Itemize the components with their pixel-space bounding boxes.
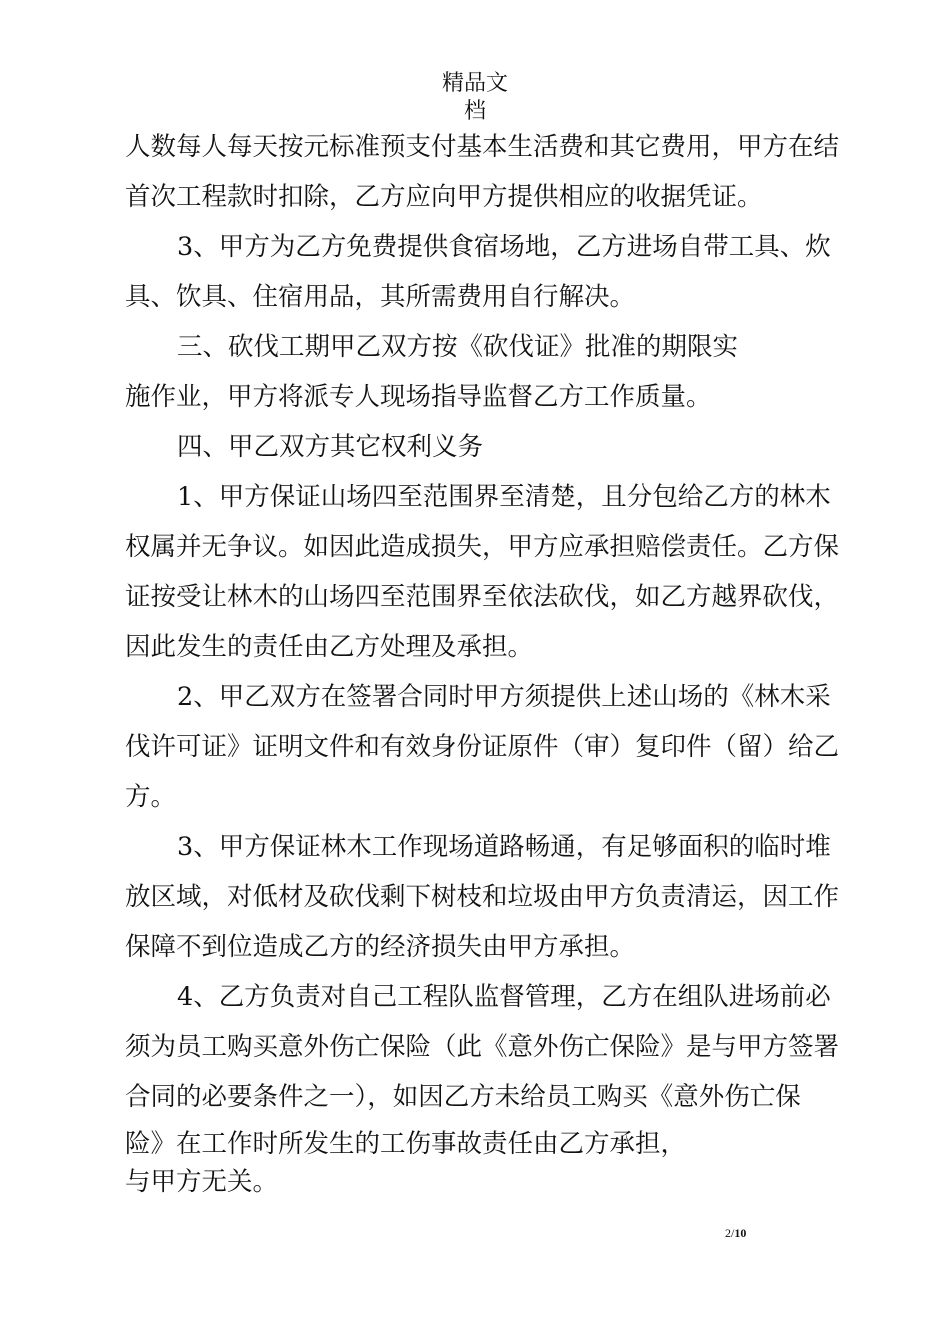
page-number: [725, 1226, 746, 1241]
text-line: 伐许可证》证明文件和有效身份证原件（审）复印件（留）给乙: [125, 732, 840, 762]
text-line: 1、甲方保证山场四至范围界至清楚，且分包给乙方的林木: [177, 482, 831, 512]
text-line: 施作业，甲方将派专人现场指导监督乙方工作质量。: [125, 382, 712, 412]
text-line: 与甲方无关。: [125, 1167, 279, 1197]
header-title-line1: 精品文: [441, 71, 508, 96]
text-line: 首次工程款时扣除，乙方应向甲方提供相应的收据凭证。: [125, 182, 763, 212]
text-line: 证按受让林木的山场四至范围界至依法砍伐，如乙方越界砍伐，: [125, 582, 840, 612]
text-line: 3、甲方为乙方免费提供食宿场地，乙方进场自带工具、炊: [177, 232, 831, 262]
text-line: 合同的必要条件之一），如因乙方未给员工购买《意外伤亡保: [125, 1082, 801, 1112]
text-line: 保障不到位造成乙方的经济损失由甲方承担。: [125, 932, 636, 962]
page-number-current: 2/: [725, 1226, 735, 1240]
text-line: 权属并无争议。如因此造成损失，甲方应承担赔偿责任。乙方保: [125, 532, 840, 562]
header-title-line2: 档: [463, 99, 486, 124]
text-line: 三、砍伐工期甲乙双方按《砍伐证》批准的期限实: [177, 332, 739, 362]
text-line: 人数每人每天按元标准预支付基本生活费和其它费用，甲方在结: [125, 132, 840, 162]
text-line: 须为员工购买意外伤亡保险（此《意外伤亡保险》是与甲方签署: [125, 1032, 840, 1062]
text-line: 因此发生的责任由乙方处理及承担。: [125, 632, 534, 662]
text-line: 险》在工作时所发生的工伤事故责任由乙方承担，: [125, 1129, 687, 1159]
text-line: 方。: [125, 782, 177, 812]
text-line: 3、甲方保证林木工作现场道路畅通，有足够面积的临时堆: [177, 832, 831, 862]
text-line: 4、乙方负责对自己工程队监督管理，乙方在组队进场前必: [177, 982, 831, 1012]
text-line: 四、甲乙双方其它权利义务: [177, 432, 484, 462]
page-number-total: 10: [734, 1226, 747, 1240]
text-line: 2、甲乙双方在签署合同时甲方须提供上述山场的《林木采: [177, 682, 831, 712]
text-line: 放区域，对低材及砍伐剩下树枝和垃圾由甲方负责清运，因工作: [125, 882, 840, 912]
text-line: 具、饮具、住宿用品，其所需费用自行解决。: [125, 282, 636, 312]
